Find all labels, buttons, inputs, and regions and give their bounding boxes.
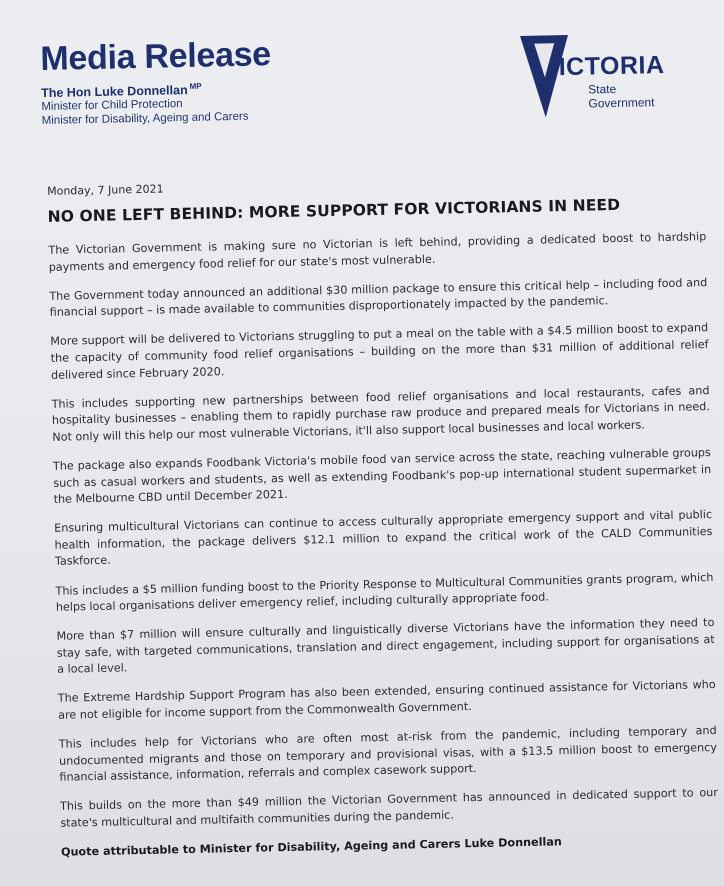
logo-wordmark: ICTORIA <box>558 50 665 82</box>
media-release <box>40 26 719 859</box>
paragraph: This includes help for Victorians who are often most at-risk from the pandemic, including temporary and undocumented migrants and those on temporary and provisional visas, with a $13.5 million boost to emergency financial assistance, information, referrals and complex casework support. <box>58 724 718 785</box>
paragraph: More than $7 million will ensure culturally and linguistically diverse Victorians have the information they need to stay safe, with targeted communications, translation and direct engagement, including support for organisations at a local level. <box>56 616 715 677</box>
paragraph: The Extreme Hardship Support Program has also been extended, ensuring continued assistance for Victorians who are not eligible for income support from the Commonwealth Government. <box>57 678 716 722</box>
paragraph: The Government today announced an additional $30 million package to ensure this critical help – including food and financial support – is made available to communities disproportionately impacted by the pandemic. <box>49 275 708 320</box>
release-date: Monday, 7 June 2021 <box>47 182 164 198</box>
minister-name-text: The Hon Luke Donnellan <box>40 83 188 101</box>
quote-attribution: Quote attributable to Minister for Disability, Ageing and Carers Luke Donnellan <box>60 835 562 859</box>
paragraph: This includes a $5 million funding boost to the Priority Response to Multicultural Communities grants program, which helps local organisations deliver emergency relief, including culturally appropriate food. <box>55 570 714 614</box>
logo-sub-line-2: Government <box>588 95 655 111</box>
minister-role-2: Minister for Disability, Ageing and Carers <box>41 110 249 128</box>
victoria-state-government-logo <box>520 30 692 124</box>
paragraph: The package also expands Foodbank Victoria's mobile food van service across the state, reaching vulnerable groups such as casual workers and students, as well as extending Foodbank's pop-up international student supermarket in the Melbourne CBD until December 2021. <box>52 445 712 506</box>
release-body <box>48 229 719 861</box>
headline: NO ONE LEFT BEHIND: MORE SUPPORT FOR VICTORIANS IN NEED <box>47 195 621 226</box>
minister-suffix: MP <box>189 81 202 91</box>
logo-subtitle <box>588 81 655 110</box>
logo-sub-line-1: State <box>588 81 617 97</box>
paragraph: This includes supporting new partnerships between food relief organisations and local restaurants, cafes and hospitality businesses – enabling them to rapidly purchase raw produce and prepared meals for Victorians in need. Not only will this help our most vulnerable Victorians, it'll also support local businesses and local workers. <box>51 383 710 444</box>
paragraph: Ensuring multicultural Victorians can continue to access culturally appropriate emergency support and vital public health information, the package delivers $12.1 million to expand the critical work of the CALD Communities Taskforce. <box>54 508 713 569</box>
minister-role-1: Minister for Child Protection <box>41 98 183 114</box>
document-title: Media Release <box>40 35 272 78</box>
paragraph: This builds on the more than $49 million the Victorian Government has announced in dedicated support to our state's multicultural and multifaith communities during the pandemic. <box>59 786 719 830</box>
paragraph: More support will be delivered to Victorians struggling to put a meal on the table with a $4.5 million boost to expand the capacity of community food relief organisations – building on the more than $31 million of additional relief delivered since February 2020. <box>50 321 709 382</box>
paragraph: The Victorian Government is making sure no Victorian is left behind, providing a dedicated boost to hardship payments and emergency food relief for our state's most vulnerable. <box>48 230 707 274</box>
